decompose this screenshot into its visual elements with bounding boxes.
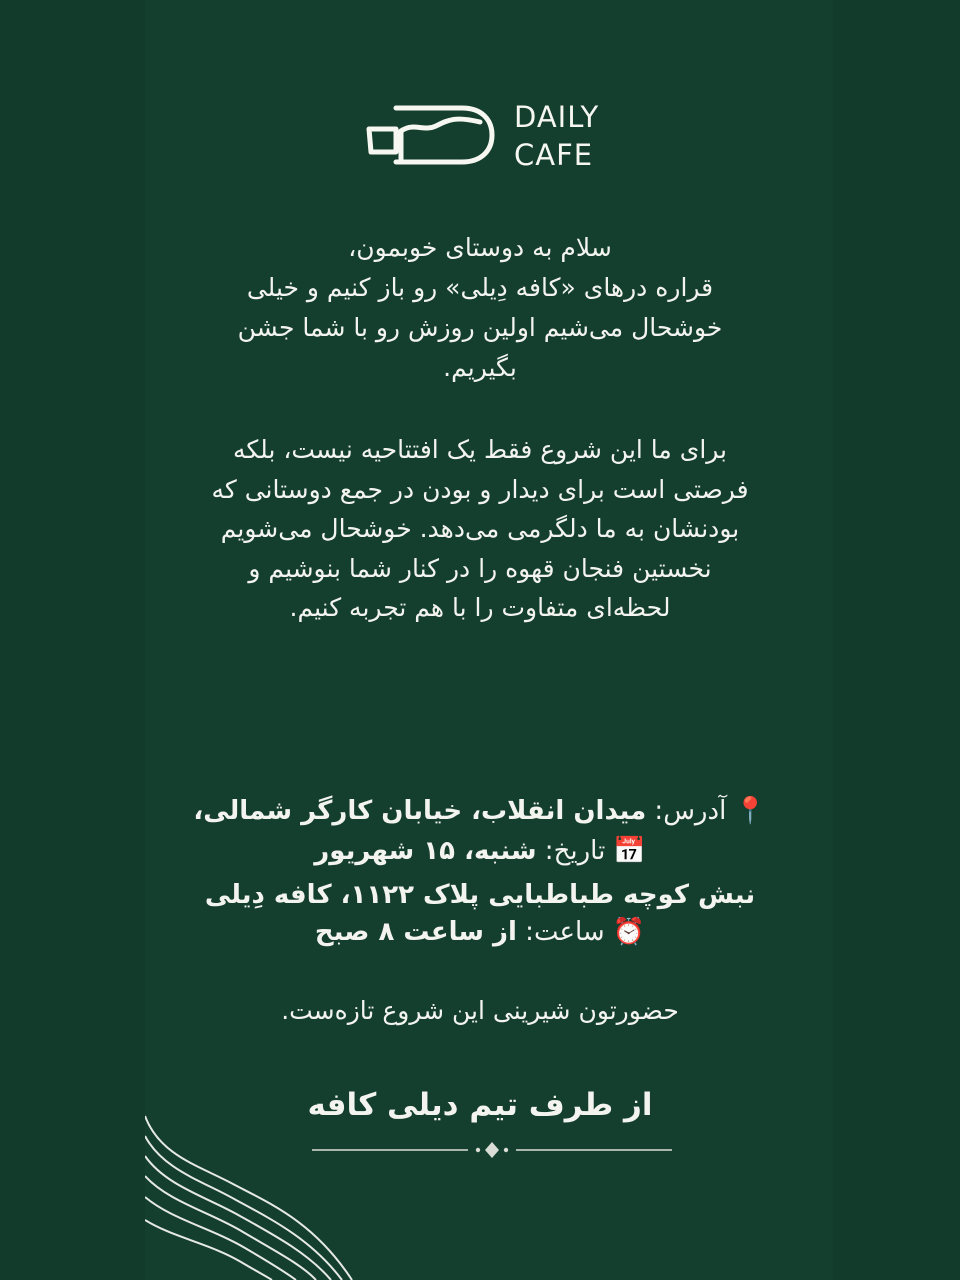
address-line-2: نبش کوچه طباطبایی پلاک ۱۱۲۲، کافه دِیلی <box>204 880 756 910</box>
address-line-1 <box>180 748 780 832</box>
body-text: برای ما این شروع فقط یک افتتاحیه نیست، بلکه فرصتی است برای دیدار و بودن در جمع دوستانی که بودنشان به ما دلگرمی می‌دهد. خوشحال می‌شویم نخستین فنجان قهوه را در کنار شما بنوشیم و لحظه‌ای متفاوت را با هم تجربه کنیم. <box>211 435 749 622</box>
coffee-cup-icon <box>366 98 498 170</box>
closing-text: حضورتون شیرینی این شروع تازه‌ست. <box>281 996 679 1025</box>
date-label: تاریخ: <box>536 836 606 866</box>
signature-text: از طرف تیم دیلی کافه <box>307 1087 653 1123</box>
intro-text: سلام به دوستای خوبمون، قراره درهای «کافه دِیلی» رو باز کنیم و خیلی خوشحال می‌شیم اولین روزش رو با شما جشن بگیریم. <box>237 233 723 382</box>
brand-line-cafe: CAFE <box>514 138 594 172</box>
address-value-line-1: میدان انقلاب، خیابان کارگر شمالی، <box>193 796 647 826</box>
curved-lines-icon <box>145 1108 380 1280</box>
brand-wordmark <box>514 98 624 174</box>
date-value: شنبه، ۱۵ شهریور <box>314 836 537 866</box>
time-value: از ساعت ۸ صبح <box>314 917 517 947</box>
brand-line-daily: DAILY <box>514 100 600 134</box>
address-label: آدرس: <box>646 796 727 826</box>
date-block <box>180 830 780 872</box>
time-block <box>180 911 780 953</box>
calendar-icon: 📅 <box>613 836 646 866</box>
brand-logo <box>366 98 626 172</box>
alarm-clock-icon: ⏰ <box>612 917 646 947</box>
time-label: ساعت: <box>516 917 605 947</box>
location-pin-icon: 📍 <box>734 796 767 826</box>
